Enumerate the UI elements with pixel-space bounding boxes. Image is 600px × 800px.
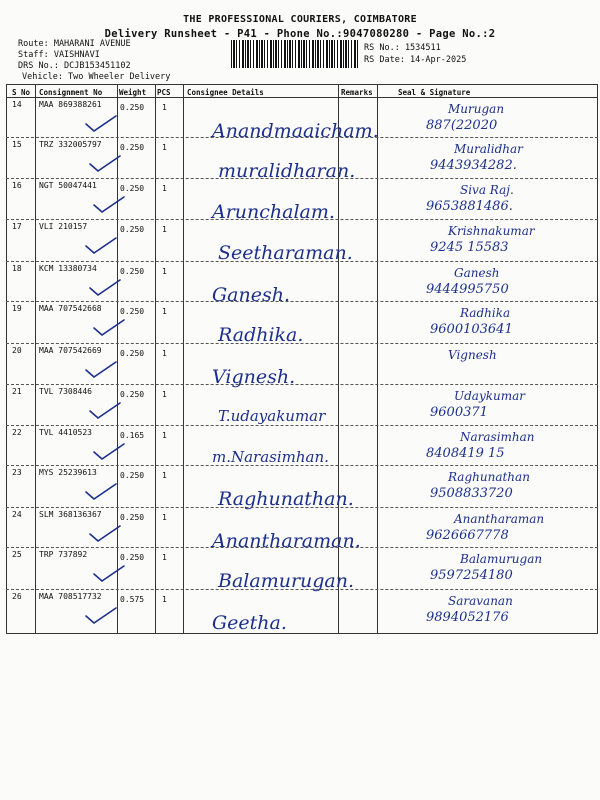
signature-name: Saravanan	[448, 594, 513, 608]
consignee-name: m.Narasimhan.	[212, 448, 329, 466]
drs-label: DRS No.: DCJB153451102	[18, 61, 131, 71]
col-divider	[377, 84, 378, 633]
check-mark-icon	[92, 442, 126, 462]
signature-name: Krishnakumar	[448, 224, 535, 238]
row-sno: 26	[12, 592, 22, 601]
signature-phone: 9653881486.	[426, 199, 513, 214]
row-consignment-no: TRP 737892	[39, 550, 88, 559]
col-header-consignment: Consignment No	[39, 88, 103, 97]
check-mark-icon	[88, 278, 122, 298]
row-weight: 0.250	[120, 143, 145, 152]
signature-name: Balamurugan	[460, 552, 543, 566]
signature-name: Siva Raj.	[460, 183, 514, 197]
row-pcs: 1	[162, 307, 167, 316]
row-weight: 0.250	[120, 513, 145, 522]
col-header-consignee: Consignee Details	[187, 88, 264, 97]
row-consignment-no: NGT 50047441	[39, 181, 97, 190]
consignee-name: Balamurugan.	[218, 570, 355, 592]
row-divider	[6, 178, 598, 179]
check-mark-icon	[88, 401, 122, 421]
route-label: Route: MAHARANI AVENUE	[18, 39, 131, 49]
row-pcs: 1	[162, 225, 167, 234]
check-mark-icon	[92, 318, 126, 338]
row-pcs: 1	[162, 431, 167, 440]
row-weight: 0.250	[120, 267, 145, 276]
col-header-pcs: PCS	[157, 88, 171, 97]
row-pcs: 1	[162, 553, 167, 562]
row-pcs: 1	[162, 267, 167, 276]
col-divider	[6, 84, 7, 633]
signature-name: Udaykumar	[454, 389, 525, 403]
signature-name: Ganesh	[454, 266, 500, 280]
row-sno: 22	[12, 428, 22, 437]
row-divider	[6, 465, 598, 466]
signature-name: Radhika	[460, 306, 511, 320]
signature-phone: 9443934282.	[430, 158, 517, 173]
row-weight: 0.250	[120, 471, 145, 480]
row-pcs: 1	[162, 349, 167, 358]
row-consignment-no: TVL 4410523	[39, 428, 92, 437]
rs-number: RS No.: 1534511	[364, 43, 441, 53]
row-consignment-no: TVL 7308446	[39, 387, 92, 396]
row-weight: 0.250	[120, 390, 145, 399]
signature-phone: 9626667778	[426, 528, 509, 543]
table-bottom-border	[6, 633, 598, 634]
row-weight: 0.250	[120, 103, 145, 112]
col-header-sno: S No	[12, 88, 31, 97]
row-consignment-no: KCM 13380734	[39, 264, 97, 273]
row-weight: 0.575	[120, 595, 145, 604]
row-divider	[6, 425, 598, 426]
row-pcs: 1	[162, 184, 167, 193]
row-consignment-no: TRZ 332005797	[39, 140, 102, 149]
row-sno: 23	[12, 468, 22, 477]
row-sno: 21	[12, 387, 22, 396]
row-divider	[6, 384, 598, 385]
signature-name: Muralidhar	[454, 142, 523, 156]
row-divider	[6, 261, 598, 262]
row-divider	[6, 137, 598, 138]
check-mark-icon	[92, 564, 126, 584]
row-sno: 15	[12, 140, 22, 149]
barcode	[231, 40, 358, 68]
row-divider	[6, 219, 598, 220]
row-weight: 0.250	[120, 225, 145, 234]
row-consignment-no: MAA 708517732	[39, 592, 102, 601]
row-pcs: 1	[162, 471, 167, 480]
signature-phone: 9245 15583	[430, 240, 509, 255]
row-pcs: 1	[162, 513, 167, 522]
row-pcs: 1	[162, 103, 167, 112]
row-weight: 0.250	[120, 307, 145, 316]
consignee-name: Anandmaaicham.	[212, 120, 379, 142]
signature-phone: 9597254180	[430, 568, 513, 583]
row-sno: 14	[12, 100, 22, 109]
col-header-remarks: Remarks	[341, 88, 373, 97]
consignee-name: Raghunathan.	[218, 488, 354, 510]
row-consignment-no: MYS 25239613	[39, 468, 97, 477]
check-mark-icon	[88, 154, 122, 174]
row-sno: 16	[12, 181, 22, 190]
page-title: THE PROFESSIONAL COURIERS, COIMBATORE	[183, 14, 417, 25]
staff-label: Staff: VAISHNAVI	[18, 50, 100, 60]
rs-info	[364, 42, 466, 66]
row-sno: 18	[12, 264, 22, 273]
row-sno: 20	[12, 346, 22, 355]
signature-phone: 887(22020	[426, 118, 498, 133]
signature-name: Anantharaman	[454, 512, 545, 526]
vehicle-label: Vehicle: Two Wheeler Delivery	[22, 72, 171, 82]
row-consignment-no: SLM 368136367	[39, 510, 102, 519]
signature-name: Murugan	[448, 102, 505, 116]
consignee-name: Ganesh.	[212, 284, 291, 306]
signature-phone: 9508833720	[430, 486, 513, 501]
row-weight: 0.250	[120, 553, 145, 562]
row-sno: 19	[12, 304, 22, 313]
consignee-name: muralidharan.	[218, 160, 356, 182]
row-weight: 0.250	[120, 184, 145, 193]
row-sno: 25	[12, 550, 22, 559]
consignee-name: Radhika.	[218, 324, 304, 346]
row-pcs: 1	[162, 595, 167, 604]
signature-phone: 8408419 15	[426, 446, 505, 461]
col-header-weight: Weight	[119, 88, 147, 97]
row-weight: 0.250	[120, 349, 145, 358]
row-pcs: 1	[162, 143, 167, 152]
row-consignment-no: MAA 869388261	[39, 100, 102, 109]
consignee-name: Vignesh.	[212, 366, 296, 388]
col-divider	[155, 84, 156, 633]
check-mark-icon	[84, 482, 118, 502]
row-weight: 0.165	[120, 431, 145, 440]
signature-name: Narasimhan	[460, 430, 535, 444]
runsheet-subtitle: Delivery Runsheet - P41 - Phone No.:9047080280 - Page No.:2	[104, 28, 496, 40]
col-divider	[35, 84, 36, 633]
row-divider	[6, 547, 598, 548]
table-top-border	[6, 84, 598, 85]
col-header-signature: Seal & Signature	[398, 88, 471, 97]
signature-name: Vignesh	[448, 348, 497, 362]
col-divider	[183, 84, 184, 633]
row-divider	[6, 507, 598, 508]
row-divider	[6, 343, 598, 344]
row-consignment-no: MAA 707542668	[39, 304, 102, 313]
check-mark-icon	[84, 236, 118, 256]
row-consignment-no: VLI 210157	[39, 222, 88, 231]
consignee-name: Arunchalam.	[212, 201, 335, 223]
row-divider	[6, 589, 598, 590]
signature-phone: 9600371	[430, 405, 488, 420]
signature-phone: 9894052176	[426, 610, 509, 625]
row-divider	[6, 301, 598, 302]
row-sno: 24	[12, 510, 22, 519]
signature-name: Raghunathan	[448, 470, 530, 484]
header-bottom-border	[6, 97, 598, 98]
check-mark-icon	[84, 606, 118, 626]
consignee-name: Anantharaman.	[212, 530, 361, 552]
consignee-name: Geetha.	[212, 612, 287, 634]
rs-date: RS Date: 14-Apr-2025	[364, 55, 467, 65]
check-mark-icon	[92, 195, 126, 215]
check-mark-icon	[84, 114, 118, 134]
check-mark-icon	[88, 524, 122, 544]
col-divider	[597, 84, 598, 633]
row-sno: 17	[12, 222, 22, 231]
consignee-name: Seetharaman.	[218, 242, 353, 264]
check-mark-icon	[84, 360, 118, 380]
signature-phone: 9600103641	[430, 322, 513, 337]
signature-phone: 9444995750	[426, 282, 509, 297]
row-pcs: 1	[162, 390, 167, 399]
consignee-name: T.udayakumar	[218, 407, 326, 425]
row-consignment-no: MAA 707542669	[39, 346, 102, 355]
